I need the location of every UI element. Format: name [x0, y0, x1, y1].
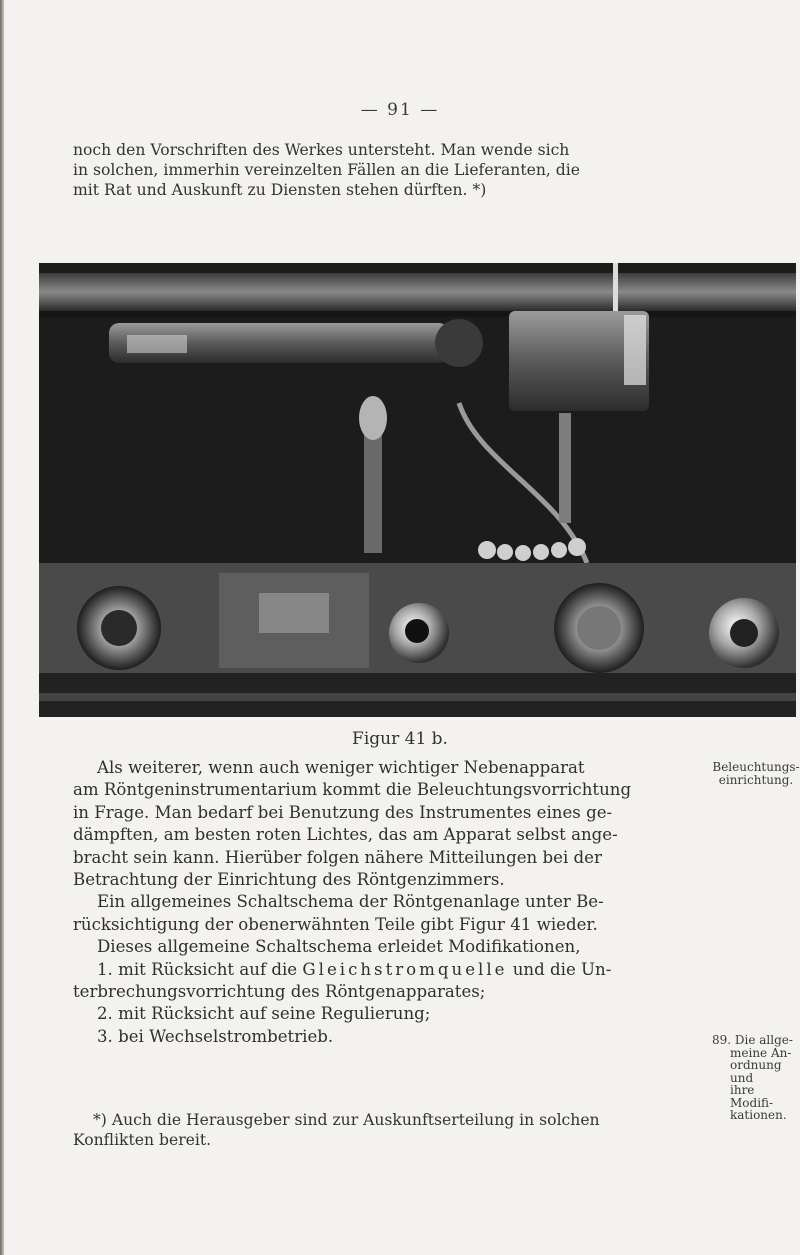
- apparatus-illustration: [39, 263, 796, 717]
- intro-paragraph: [73, 140, 713, 200]
- margin-note-line: ordnung und: [730, 1058, 782, 1085]
- list-item-2: 2. mit Rücksicht auf seine Regulierung;: [97, 1004, 431, 1024]
- margin-note-line: Beleuchtungs-: [712, 760, 800, 774]
- body-line: Als weiterer, wenn auch weniger wichtiger Nebenapparat: [97, 758, 585, 777]
- margin-note-line: meine An-: [730, 1045, 792, 1060]
- margin-note-line: einrichtung.: [718, 772, 794, 787]
- body-line: Ein allgemeines Schaltschema der Röntgenanlage unter Be-: [97, 892, 604, 912]
- page-number: — 91 —: [360, 100, 440, 120]
- list-item-3: 3. bei Wechselstrombetrieb.: [97, 1026, 334, 1046]
- intro-line: mit Rat und Auskunft zu Diensten stehen dürften. *): [73, 181, 487, 199]
- figure-caption: Figur 41 b.: [352, 729, 448, 749]
- body-line: in Frage. Man bedarf bei Benutzung des Instrumentes eines ge-: [73, 802, 613, 822]
- body-line: Betrachtung der Einrichtung des Röntgenzimmers.: [73, 870, 505, 890]
- margin-note-beleuchtung: [712, 761, 800, 786]
- body-line: rücksichtigung der obenerwähnten Teile gibt Figur 41 wieder.: [73, 914, 598, 934]
- footnote-line: *) Auch die Herausgeber sind zur Auskunftserteilung in solchen: [93, 1111, 600, 1129]
- intro-line: in solchen, immerhin vereinzelten Fällen an die Lieferanten, die: [73, 161, 581, 179]
- body-line: am Röntgeninstrumentarium kommt die Beleuchtungsvorrichtung: [73, 780, 632, 800]
- margin-note-anordnung: [712, 1034, 800, 1122]
- body-line: bracht sein kann. Hierüber folgen nähere Mitteilungen bei der: [73, 847, 602, 867]
- footnote: [73, 1110, 713, 1150]
- list-item-1-emphasis: Gleichstromquelle: [302, 959, 508, 979]
- figure-photo-apparatus: [39, 263, 796, 717]
- body-line: dämpften, am besten roten Lichtes, das am Apparat selbst ange-: [73, 825, 618, 845]
- margin-note-line: ihre Modifi-: [730, 1083, 774, 1110]
- margin-note-line: kationen.: [730, 1108, 787, 1122]
- list-item-1-text-b: und die Un-: [507, 959, 612, 979]
- intro-line: noch den Vorschriften des Werkes untersteht. Man wende sich: [73, 141, 570, 159]
- list-item-1-text-a: 1. mit Rücksicht auf die: [97, 959, 303, 979]
- body-line: Dieses allgemeine Schaltschema erleidet Modifikationen,: [97, 937, 581, 957]
- page-edge-shadow: [0, 0, 4, 1255]
- list-item-1-continuation: terbrechungsvorrichtung des Röntgenapparates;: [73, 982, 486, 1002]
- footnote-line: Konflikten bereit.: [73, 1131, 212, 1149]
- margin-note-line: 89. Die allge-: [712, 1033, 793, 1047]
- body-paragraphs: [73, 757, 713, 1048]
- list-item-1: [73, 959, 713, 981]
